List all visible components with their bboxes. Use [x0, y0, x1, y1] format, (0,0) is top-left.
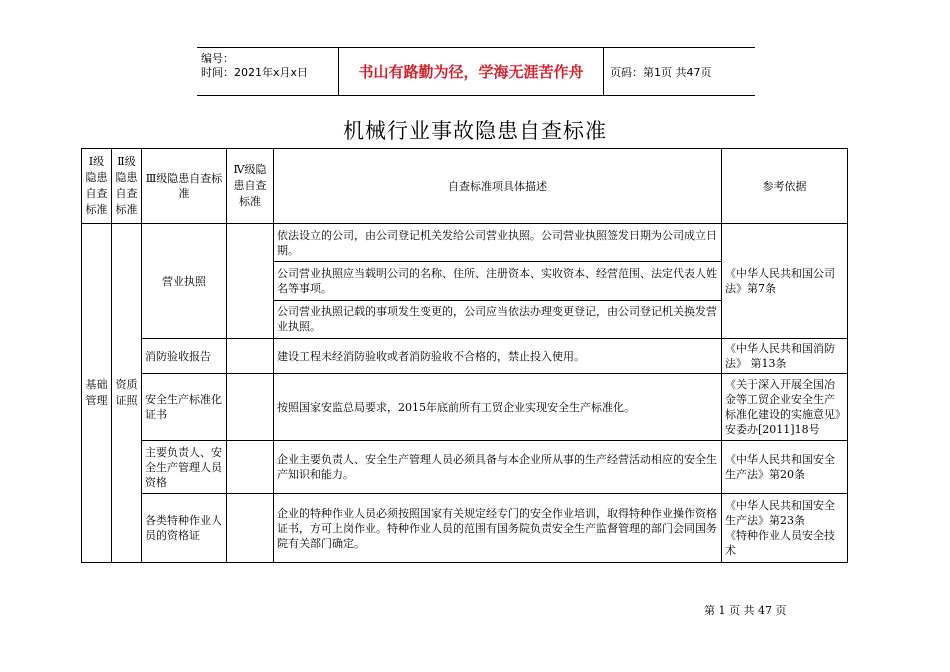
- table-row: [82, 224, 848, 262]
- level4-cell: [227, 494, 274, 563]
- page-header: [197, 47, 755, 96]
- header-description: 自查标准项具体描述: [274, 149, 722, 224]
- document-title: 机械行业事故隐患自查标准: [343, 119, 607, 143]
- header-level4: Ⅳ级隐患自查标准: [227, 149, 274, 224]
- level3-cell: 营业执照: [142, 224, 227, 339]
- description-cell: 建设工程未经消防验收或者消防验收不合格的，禁止投入使用。: [274, 339, 722, 374]
- level2-cell: 资质证照: [112, 224, 142, 563]
- level3-cell: 主要负责人、安全生产管理人员资格: [142, 441, 227, 494]
- level3-cell: 消防验收报告: [142, 339, 227, 374]
- description-cell: 公司营业执照记载的事项发生变更的，公司应当依法办理变更登记，由公司登记机关换发营业执照。: [274, 300, 722, 338]
- table-row: [82, 374, 848, 441]
- level3-cell: 安全生产标准化证书: [142, 374, 227, 441]
- page-footer: 第 1 页 共 47 页: [704, 604, 787, 617]
- header-level3: Ⅲ级隐患自查标准: [142, 149, 227, 224]
- document-date: 时间：2021年x月x日: [201, 66, 309, 79]
- description-cell: 企业的特种作业人员必须按照国家有关规定经专门的安全作业培训，取得特种作业操作资格证书，方可上岗作业。特种作业人员的范围有国务院负责安全生产监督管理的部门会同国务院有关部门确定。: [274, 494, 722, 563]
- description-cell: 公司营业执照应当载明公司的名称、住所、注册资本、实收资本、经营范围、法定代表人姓名等事项。: [274, 262, 722, 300]
- basis-cell: 《中华人民共和国消防法》 第13条: [722, 339, 848, 374]
- table-row: [82, 339, 848, 374]
- level4-cell: [227, 224, 274, 339]
- level1-cell: 基础管理: [82, 224, 112, 563]
- level4-cell: [227, 339, 274, 374]
- header-level1: Ⅰ级隐患自查标准: [82, 149, 112, 224]
- hazard-standard-table: [81, 148, 848, 563]
- header-slogan: 书山有路勤为径，学海无涯苦作舟: [339, 48, 604, 95]
- header-basis: 参考依据: [722, 149, 848, 224]
- table-header-row: [82, 149, 848, 224]
- header-meta: [197, 48, 339, 95]
- table-row: [82, 494, 848, 563]
- level4-cell: [227, 374, 274, 441]
- basis-cell: 《中华人民共和国安全生产法》第20条: [722, 441, 848, 494]
- level4-cell: [227, 441, 274, 494]
- description-cell: 依法设立的公司，由公司登记机关发给公司营业执照。公司营业执照签发日期为公司成立日期。: [274, 224, 722, 262]
- level3-cell: 各类特种作业人员的资格证: [142, 494, 227, 563]
- table-row: [82, 441, 848, 494]
- basis-cell: 《中华人民共和国安全生产法》第23条 《特种作业人员安全技术: [722, 494, 848, 563]
- header-level2: Ⅱ级隐患自查标准: [112, 149, 142, 224]
- document-number-label: 编号：: [201, 52, 234, 65]
- description-cell: 企业主要负责人、安全生产管理人员必须具备与本企业所从事的生产经营活动相应的安全生产知识和能力。: [274, 441, 722, 494]
- basis-cell: 《中华人民共和国公司法》第7条: [722, 224, 848, 339]
- basis-cell: 《关于深入开展全国冶金等工贸企业安全生产标准化建设的实施意见》安委办[2011]18号: [722, 374, 848, 441]
- description-cell: 按照国家安监总局要求，2015年底前所有工贸企业实现安全生产标准化。: [274, 374, 722, 441]
- header-page-info: 页码：第1页 共47页: [610, 65, 712, 79]
